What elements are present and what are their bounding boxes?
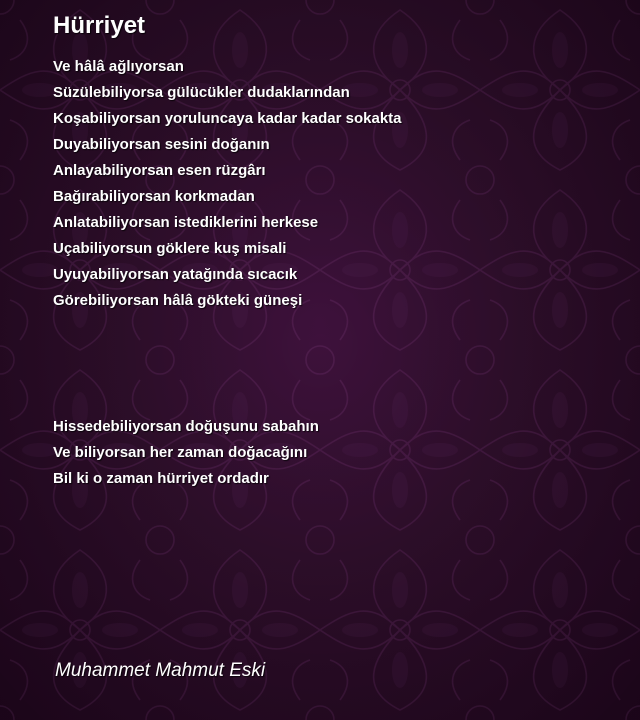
poem-line: Görebiliyorsan hâlâ gökteki güneşi [53,292,303,309]
poem-line: Süzülebiliyorsa gülücükler dudaklarından [53,84,350,101]
poem-line: Duyabiliyorsan sesini doğanın [53,136,270,153]
poem-title: Hürriyet [53,12,146,39]
stanza-1 [53,54,402,314]
poem-line: Hissedebiliyorsan doğuşunu sabahın [53,418,319,435]
stanza-2 [53,414,319,492]
poem-line: Uyuyabiliyorsan yatağında sıcacık [53,266,298,283]
poem-line: Ve biliyorsan her zaman doğacağını [53,444,308,461]
poem-line: Bil ki o zaman hürriyet ordadır [53,470,269,487]
poem-line: Anlayabiliyorsan esen rüzgârı [53,162,266,179]
poem-line: Koşabiliyorsan yoruluncaya kadar kadar sokakta [53,110,402,127]
poem-line: Bağırabiliyorsan korkmadan [53,188,255,205]
poem-author: Muhammet Mahmut Eski [55,660,266,681]
poem-line: Anlatabiliyorsan istediklerini herkese [53,214,319,231]
poem-line: Uçabiliyorsun göklere kuş misali [53,240,287,257]
poem-line: Ve hâlâ ağlıyorsan [53,58,184,75]
